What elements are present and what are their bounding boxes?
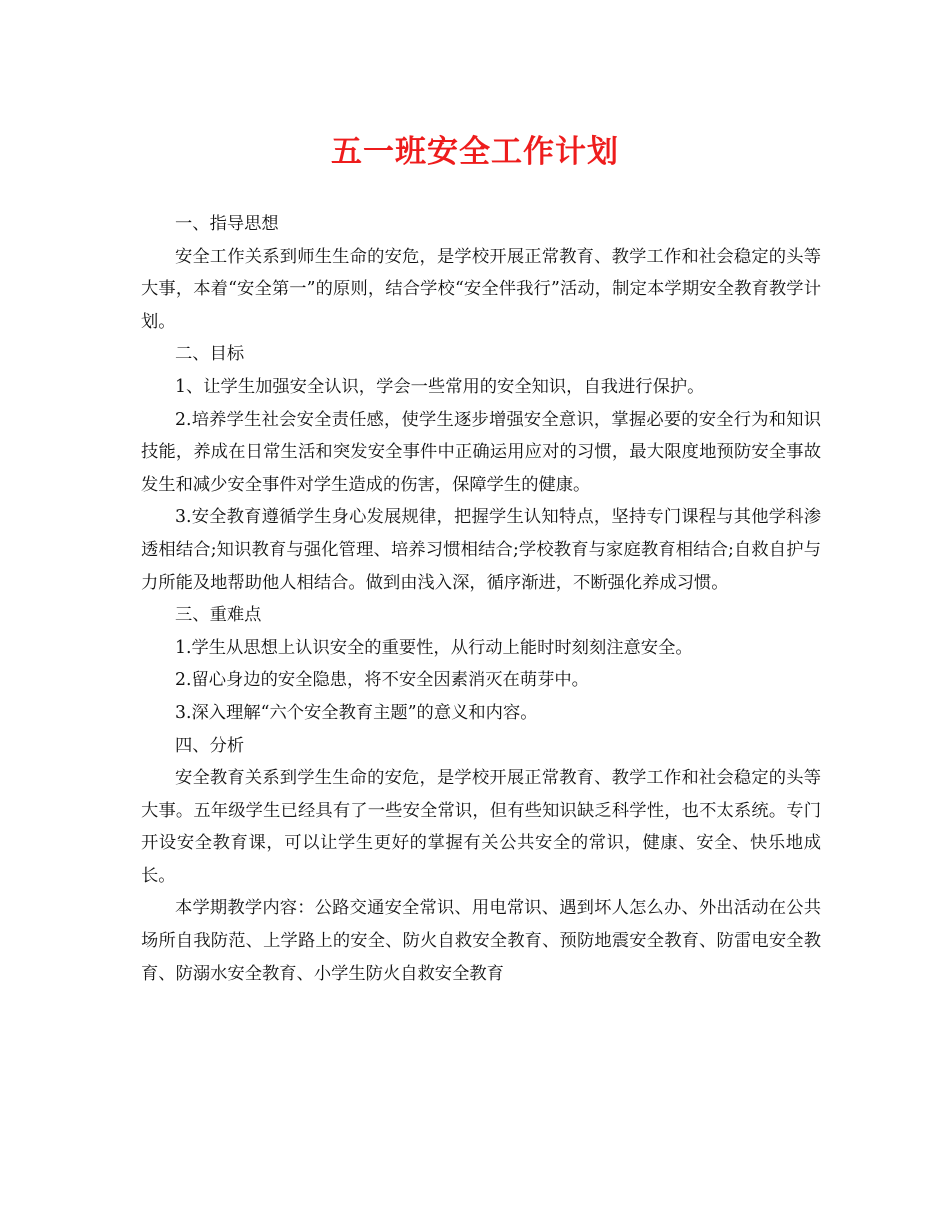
section-heading: 二、目标 [175,344,245,365]
paragraph: 3.安全教育遵循学生身心发展规律，把握学生认知特点，坚持专门课程与其他学科渗透相结合;知识教育与强化管理、培养习惯相结合;学校教育与家庭教育相结合;自救自护与力所能及地帮助他人相结合。做到由浅入深，循序渐进，不断强化养成习惯。 [141,507,821,593]
section-heading: 一、指导思想 [175,214,279,234]
paragraph: 2.培养学生社会安全责任感，使学生逐步增强安全意识，掌握必要的安全行为和知识技能，养成在日常生活和突发安全事件中正确运用应对的习惯，最大限度地预防安全事故发生和减少安全事件对学生造成的伤害，保障学生的健康。 [141,409,821,495]
document-title: 五一班安全工作计划 [331,134,619,170]
paragraph: 安全工作关系到师生生命的安危，是学校开展正常教育、教学工作和社会稳定的头等大事，本着“安全第一”的原则，结合学校“安全伴我行”活动，制定本学期安全教育教学计划。 [141,246,821,332]
document-body [141,208,821,990]
paragraph: 1、让学生加强安全认识，学会一些常用的安全知识，自我进行保护。 [175,376,705,397]
paragraph: 1.学生从思想上认识安全的重要性，从行动上能时时刻刻注意安全。 [175,637,693,658]
paragraph: 安全教育关系到学生生命的安危，是学校开展正常教育、教学工作和社会稳定的头等大事。五年级学生已经具有了一些安全常识，但有些知识缺乏科学性，也不太系统。专门开设安全教育课，可以让学生更好的掌握有关公共安全的常识，健康、安全、快乐地成长。 [141,768,821,886]
paragraph: 3.深入理解“六个安全教育主题”的意义和内容。 [175,702,538,723]
paragraph: 本学期教学内容：公路交通安全常识、用电常识、遇到坏人怎么办、外出活动在公共场所自我防范、上学路上的安全、防火自救安全教育、预防地震安全教育、防雷电安全教育、防溺水安全教育、小学生防火自救安全教育 [141,898,821,984]
paragraph: 2.留心身边的安全隐患，将不安全因素消灭在萌芽中。 [175,670,589,691]
section-heading: 三、重难点 [175,605,262,626]
section-heading: 四、分析 [175,735,245,756]
